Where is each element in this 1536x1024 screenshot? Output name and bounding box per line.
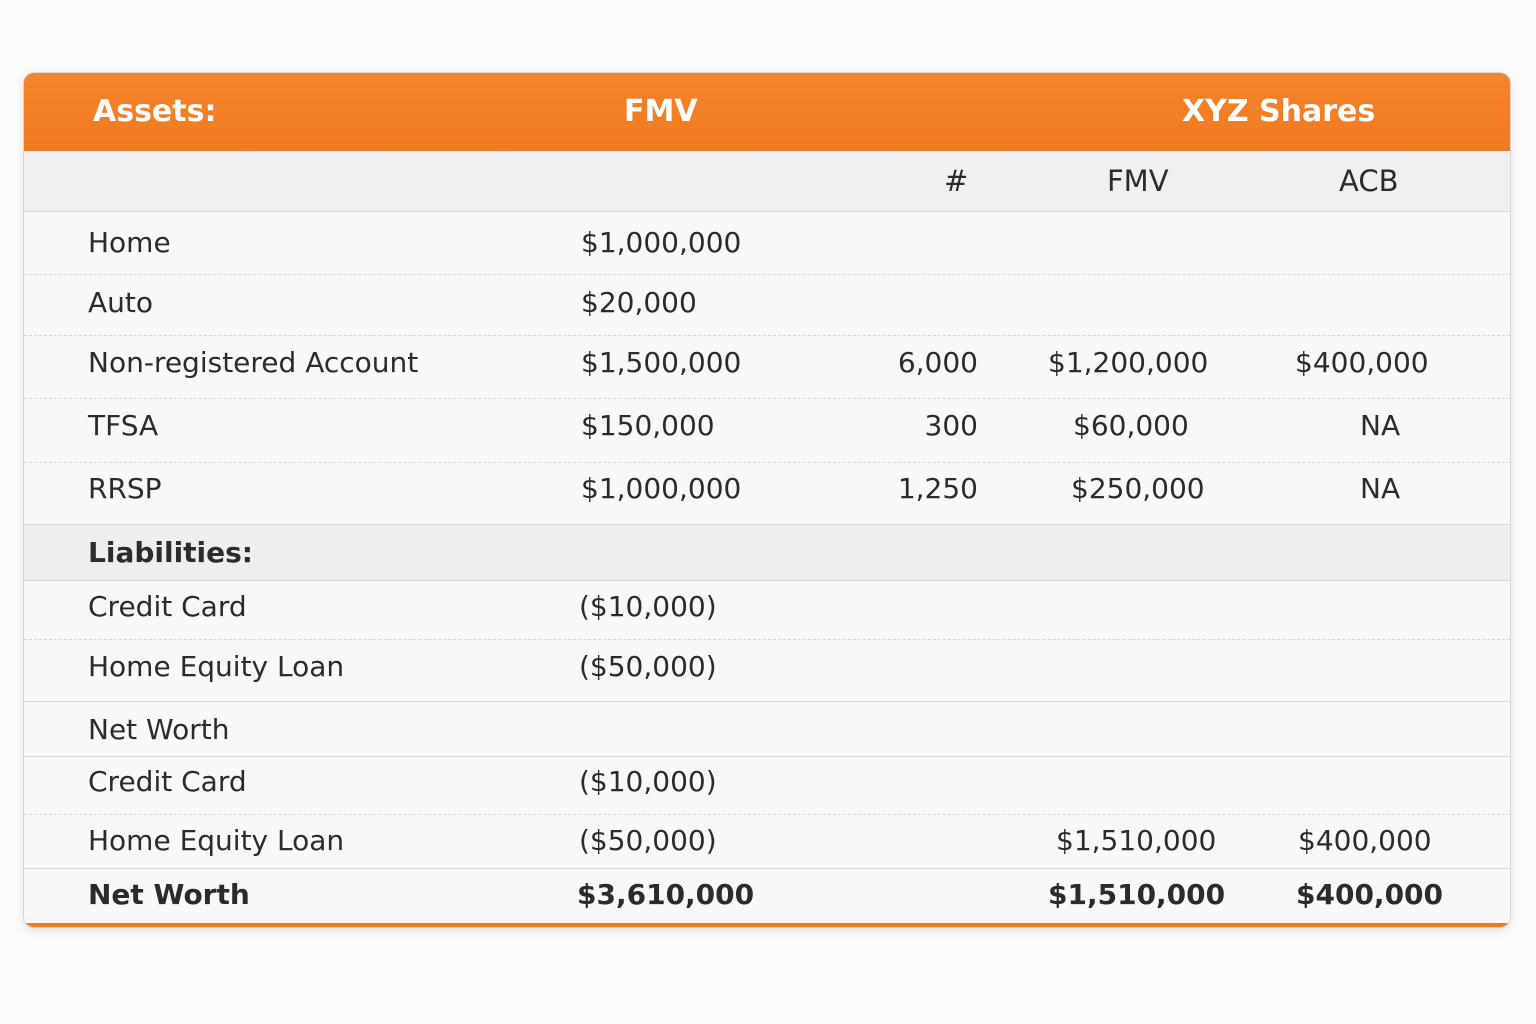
row-label: RRSP — [88, 472, 162, 505]
row-xyz-fmv: $1,200,000 — [1048, 346, 1209, 379]
row-label: Credit Card — [88, 765, 247, 798]
row-xyz-fmv: $250,000 — [1071, 472, 1205, 505]
table-subheader — [24, 151, 1510, 212]
row-acb: $400,000 — [1296, 878, 1444, 911]
row-fmv: ($10,000) — [579, 590, 717, 623]
section-label: Net Worth — [88, 713, 230, 746]
row-share-count: 6,000 — [897, 346, 978, 379]
section-net-worth — [24, 702, 1510, 757]
subheader-acb-label: ACB — [1339, 164, 1399, 198]
row-label: Home Equity Loan — [88, 650, 345, 683]
row-label: Home — [88, 226, 171, 259]
row-acb: NA — [1360, 472, 1401, 505]
row-fmv: ($50,000) — [579, 824, 717, 857]
table-row-credit-card-2 — [24, 757, 1510, 815]
row-fmv: $150,000 — [581, 409, 715, 442]
row-fmv: ($50,000) — [579, 650, 717, 683]
row-fmv: $1,000,000 — [581, 226, 742, 259]
table-row-non-registered-account — [24, 336, 1510, 399]
row-label: Auto — [88, 286, 154, 319]
row-share-count: 1,250 — [897, 472, 978, 505]
table-header — [24, 73, 1510, 151]
table-row-tfsa — [24, 399, 1510, 463]
row-xyz-fmv: $1,510,000 — [1048, 878, 1226, 911]
row-label: Net Worth — [88, 878, 250, 911]
table-row-net-worth-total — [24, 869, 1510, 923]
row-label: Home Equity Loan — [88, 824, 345, 857]
header-fmv-label: FMV — [624, 94, 698, 129]
header-assets-label: Assets: — [93, 94, 217, 129]
row-fmv: $1,000,000 — [581, 472, 742, 505]
row-xyz-fmv: $1,510,000 — [1056, 824, 1217, 857]
row-acb: NA — [1360, 409, 1401, 442]
bottom-accent-bar — [24, 923, 1510, 927]
table-row-auto — [24, 275, 1510, 336]
row-label: Non-registered Account — [88, 346, 419, 379]
row-share-count: 300 — [924, 409, 978, 442]
row-fmv: $1,500,000 — [581, 346, 742, 379]
row-fmv: $3,610,000 — [577, 878, 755, 911]
row-fmv: $20,000 — [581, 286, 697, 319]
header-xyz-shares-label: XYZ Shares — [1182, 94, 1376, 129]
table-row-home — [24, 212, 1510, 275]
row-acb: $400,000 — [1298, 824, 1432, 857]
section-liabilities — [24, 525, 1510, 581]
row-label: TFSA — [88, 409, 159, 442]
table-row-home-equity-loan-2 — [24, 815, 1510, 869]
table-row-rrsp — [24, 463, 1510, 525]
subheader-count-label: # — [944, 164, 969, 198]
table-row-credit-card — [24, 581, 1510, 640]
row-label: Credit Card — [88, 590, 247, 623]
row-acb: $400,000 — [1295, 346, 1429, 379]
row-xyz-fmv: $60,000 — [1073, 409, 1189, 442]
financial-table — [24, 73, 1510, 927]
row-fmv: ($10,000) — [579, 765, 717, 798]
table-row-home-equity-loan — [24, 640, 1510, 702]
subheader-fmv-label: FMV — [1107, 164, 1169, 198]
section-label: Liabilities: — [88, 536, 254, 569]
